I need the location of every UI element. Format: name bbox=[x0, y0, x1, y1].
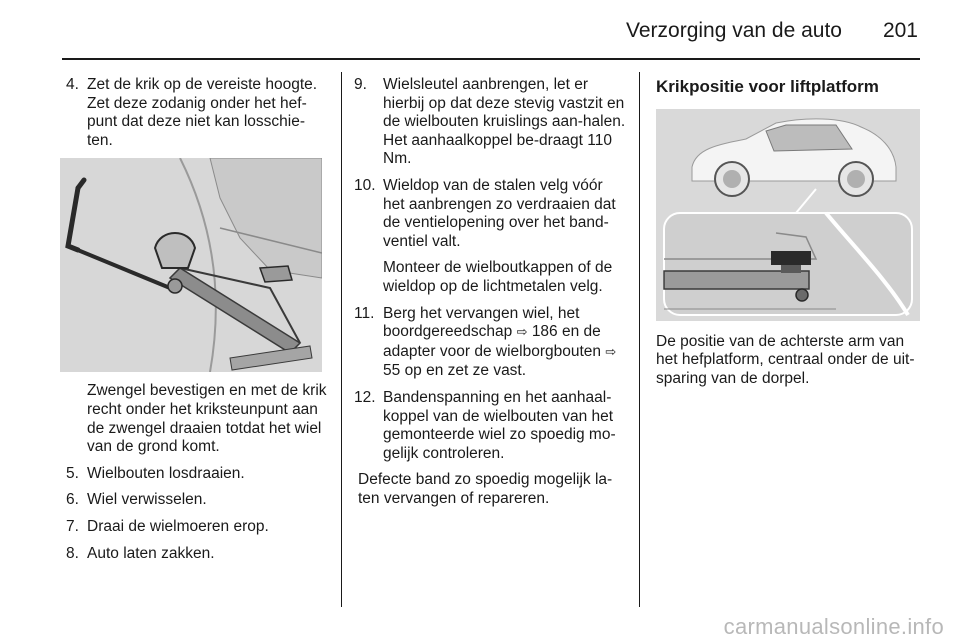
step-number: 5. bbox=[66, 464, 79, 482]
jack-illustration bbox=[60, 158, 322, 372]
step-note: Monteer de wielboutkappen of de wieldop op de lichtmetalen velg. bbox=[383, 259, 613, 295]
page-reference[interactable]: 55 bbox=[383, 362, 401, 380]
lift-position-image bbox=[656, 109, 920, 321]
step-text: Zet de krik op de vereiste hoogte. Zet deze zodanig onder het hef-punt dat deze niet kan losschie-ten. bbox=[87, 76, 318, 149]
step-6 bbox=[62, 491, 330, 510]
step-text: Bandenspanning en het aanhaal-koppel van de wielbouten van het gemonteerde wiel zo spoedig mo-gelijk controleren. bbox=[383, 388, 616, 462]
arrow-reference-icon: ⇨ bbox=[516, 325, 528, 341]
page-header bbox=[62, 0, 920, 60]
step-10 bbox=[354, 176, 626, 297]
step-12 bbox=[354, 388, 626, 463]
step-text: Wielbouten losdraaien. bbox=[87, 464, 245, 482]
step-text: Berg het vervangen wiel, het boordgereedschap bbox=[383, 304, 580, 341]
step-text: Wielsleutel aanbrengen, let er hierbij op dat deze stevig vastzit en de wielbouten kruislings aan-halen. Het aanhaalkoppel be-draagt 110 Nm. bbox=[383, 76, 626, 168]
step-number: 4. bbox=[66, 76, 79, 93]
step-number: 8. bbox=[66, 544, 79, 562]
crank-instruction: Zwengel bevestigen en met de krik recht onder het kriksteunpunt aan de zwengel draaien totdat het wiel van de grond komt. bbox=[87, 382, 327, 456]
step-text: en de adapter voor de wielborgbouten bbox=[383, 323, 602, 360]
step-11 bbox=[354, 304, 626, 381]
step-8 bbox=[62, 545, 330, 564]
column-divider bbox=[639, 72, 640, 607]
step-text: Wieldop van de stalen velg vóór het aanbrengen zo verdraaien dat de ventielopening over het band-ventiel valt. bbox=[383, 176, 616, 250]
step-number: 11. bbox=[354, 304, 375, 322]
arrow-reference-icon: ⇨ bbox=[605, 344, 617, 360]
step-number: 12. bbox=[354, 388, 376, 406]
step-text: Draai de wielmoeren erop. bbox=[87, 517, 269, 535]
step-number: 10. bbox=[354, 176, 376, 194]
figure-caption: De positie van de achterste arm van het hefplatform, centraal onder de uit-sparing van de dorpel. bbox=[656, 332, 915, 387]
section-heading: Krikpositie voor liftplatform bbox=[656, 77, 879, 96]
column-left bbox=[62, 76, 330, 571]
column-right bbox=[656, 76, 924, 388]
step-number: 7. bbox=[66, 517, 79, 535]
step-5 bbox=[62, 465, 330, 484]
page-reference[interactable]: 186 bbox=[531, 323, 558, 341]
step-number: 9. bbox=[354, 76, 367, 93]
page-title: Verzorging van de auto bbox=[626, 19, 842, 42]
step-text: Auto laten zakken. bbox=[87, 544, 215, 562]
lift-platform-illustration bbox=[656, 109, 920, 321]
step-4 bbox=[62, 76, 330, 150]
column-divider bbox=[341, 72, 342, 607]
repair-note: Defecte band zo spoedig mogelijk la-ten vervangen of repareren. bbox=[358, 471, 613, 507]
jack-crank-image bbox=[60, 158, 322, 372]
page-number: 201 bbox=[882, 19, 918, 42]
step-9 bbox=[354, 76, 626, 169]
watermark: carmanualsonline.info bbox=[723, 614, 944, 639]
step-text: op en zet ze vast. bbox=[404, 362, 527, 380]
column-middle bbox=[354, 76, 626, 508]
step-text: Wiel verwisselen. bbox=[87, 491, 207, 509]
step-7 bbox=[62, 518, 330, 537]
step-number: 6. bbox=[66, 491, 79, 509]
